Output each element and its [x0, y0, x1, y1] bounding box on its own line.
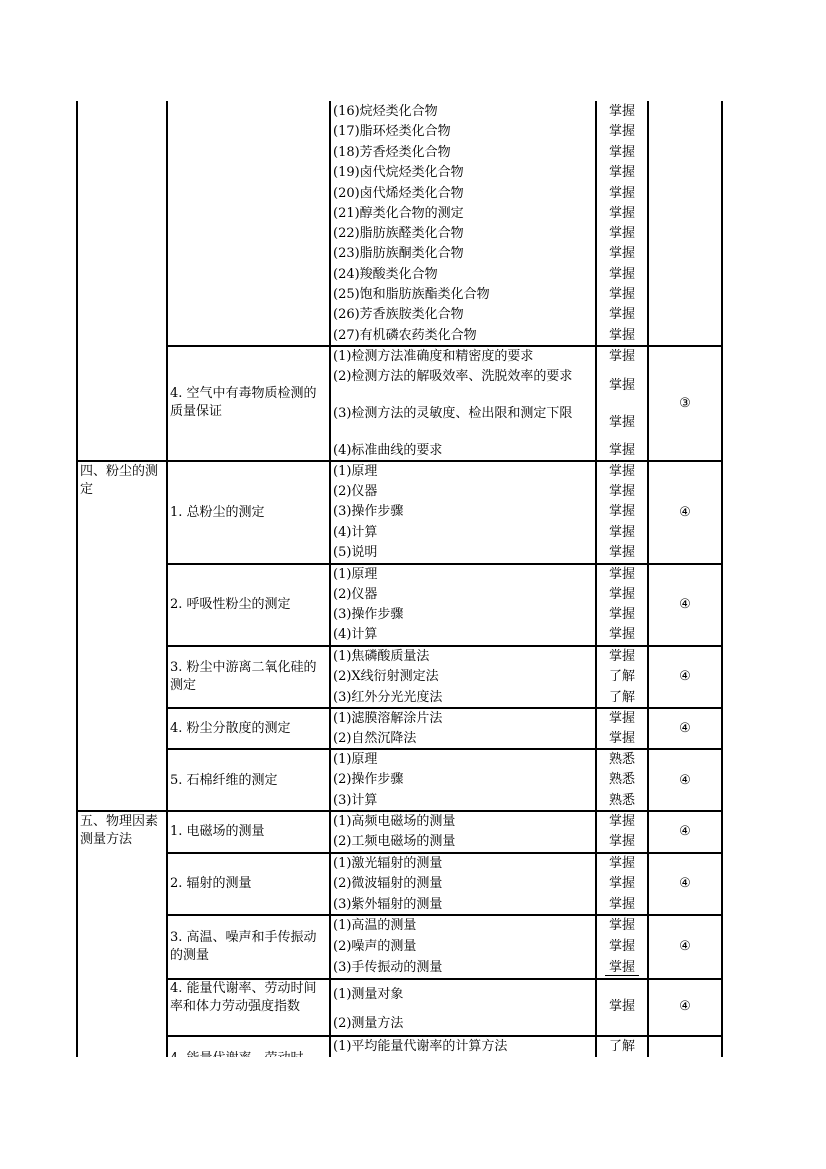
- level-text: 掌握: [608, 711, 635, 726]
- exam-mark: ④: [679, 999, 691, 1014]
- item-text: (3)手传振动的测量: [333, 960, 443, 975]
- level-text: 掌握: [608, 999, 635, 1014]
- item-text: (3)紫外辐射的测量: [333, 897, 443, 912]
- item-text: (1)焦磷酸质量法: [333, 649, 430, 664]
- unit-title: 4. 能量代谢率、劳动时间率和体力劳动强度指数: [170, 981, 317, 1014]
- level-text: 掌握: [608, 415, 635, 430]
- level-text: 了解: [608, 669, 635, 684]
- level-text: 掌握: [608, 876, 635, 891]
- item-text: (1)原理: [333, 464, 378, 479]
- item-text: (17)脂环烃类化合物: [333, 124, 451, 139]
- item-text: (3)红外分光光度法: [333, 690, 443, 705]
- level-text: 掌握: [608, 206, 635, 221]
- item-text: (24)羧酸类化合物: [333, 267, 438, 282]
- level-text: 了解: [608, 690, 635, 705]
- item-text: (3)计算: [333, 793, 378, 808]
- level-text: 掌握: [608, 814, 635, 829]
- group-line-7: [166, 914, 723, 916]
- level-text: 掌握: [608, 856, 635, 871]
- section-line-1: [76, 460, 723, 462]
- level-text: 掌握: [608, 567, 635, 582]
- level-text: 掌握: [608, 464, 635, 479]
- item-text: (2)工频电磁场的测量: [333, 834, 456, 849]
- level-text: 掌握: [608, 186, 635, 201]
- unit-title: 3. 高温、噪声和手传振动的测量: [170, 930, 317, 963]
- level-text: 掌握: [608, 525, 635, 540]
- item-text: (3)操作步骤: [333, 607, 404, 622]
- item-text: (27)有机磷农药类化合物: [333, 328, 477, 343]
- level-text: 掌握: [608, 545, 635, 560]
- level-text: 掌握: [608, 587, 635, 602]
- item-text: (23)脂肪族酮类化合物: [333, 246, 464, 261]
- item-text: (1)原理: [333, 567, 378, 582]
- unit-title: 3. 粉尘中游离二氧化硅的测定: [170, 660, 317, 693]
- exam-mark: ③: [679, 396, 691, 411]
- level-text: 掌握: [608, 104, 635, 119]
- unit-title: 5. 石棉纤维的测定: [170, 773, 278, 788]
- page-bottom-mask: [0, 1057, 826, 1169]
- exam-mark: ④: [679, 669, 691, 684]
- level-text: 掌握: [608, 443, 635, 458]
- item-text: (18)芳香烃类化合物: [333, 145, 451, 160]
- unit-title: 1. 总粉尘的测定: [170, 505, 265, 520]
- level-text: 掌握: [608, 307, 635, 322]
- item-text: (25)饱和脂肪族酯类化合物: [333, 287, 490, 302]
- item-text: (22)脂肪族醛类化合物: [333, 226, 464, 241]
- item-text: (2)自然沉降法: [333, 731, 417, 746]
- level-text: 熟悉: [608, 793, 635, 808]
- item-text: (1)检测方法准确度和精密度的要求: [333, 349, 534, 364]
- item-text: (4)计算: [333, 627, 378, 642]
- unit-title: 4. 粉尘分散度的测定: [170, 721, 291, 736]
- item-text: (5)说明: [333, 545, 378, 560]
- group-line-2: [166, 563, 723, 565]
- group-line-3: [166, 645, 723, 647]
- exam-mark: ④: [679, 939, 691, 954]
- item-text: (2)仪器: [333, 484, 378, 499]
- item-text: (2)微波辐射的测量: [333, 876, 443, 891]
- level-text: 了解: [608, 1039, 635, 1054]
- item-text: (20)卤代烯烃类化合物: [333, 186, 464, 201]
- item-text: (16)烷烃类化合物: [333, 104, 438, 119]
- level-text: 熟悉: [608, 752, 635, 767]
- item-text: (3)检测方法的灵敏度、检出限和测定下限: [333, 406, 573, 421]
- unit-title: 4. 空气中有毒物质检测的质量保证: [170, 386, 317, 419]
- exam-mark: ④: [679, 721, 691, 736]
- group-line-6: [166, 852, 723, 854]
- col-line-left: [76, 101, 78, 1057]
- level-text: 掌握: [608, 145, 635, 160]
- level-text: 掌握: [608, 731, 635, 746]
- item-text: (2)噪声的测量: [333, 939, 417, 954]
- level-text: 掌握: [608, 607, 635, 622]
- level-text: 掌握: [608, 328, 635, 343]
- level-text: 掌握: [608, 287, 635, 302]
- level-text: 掌握: [608, 897, 635, 912]
- item-text: (1)激光辐射的测量: [333, 856, 443, 871]
- level-text: 掌握: [608, 226, 635, 241]
- level-text: 掌握: [608, 504, 635, 519]
- item-text: (1)高温的测量: [333, 918, 417, 933]
- item-text: (1)原理: [333, 752, 378, 767]
- level-text: 掌握: [608, 124, 635, 139]
- item-text: (1)平均能量代谢率的计算方法: [333, 1039, 508, 1054]
- item-text: (2)操作步骤: [333, 772, 404, 787]
- group-line-1: [166, 345, 723, 347]
- level-text: 掌握: [608, 918, 635, 933]
- level-text: 掌握: [608, 246, 635, 261]
- item-text: (19)卤代烷烃类化合物: [333, 165, 464, 180]
- group-line-4: [166, 707, 723, 709]
- exam-mark: ④: [679, 876, 691, 891]
- item-text: (4)计算: [333, 525, 378, 540]
- exam-mark: ④: [679, 824, 691, 839]
- item-text: (1)滤膜溶解涂片法: [333, 711, 443, 726]
- unit-title: 2. 辐射的测量: [170, 876, 252, 891]
- group-line-5: [166, 748, 723, 750]
- item-text: (21)醇类化合物的测定: [333, 206, 464, 221]
- level-text: 掌握: [608, 960, 635, 975]
- item-text: (4)标准曲线的要求: [333, 443, 443, 458]
- item-text: (2)检测方法的解吸效率、洗脱效率的要求: [333, 369, 573, 384]
- level-text: 掌握: [608, 627, 635, 642]
- item-text: (2)仪器: [333, 587, 378, 602]
- item-text: (1)测量对象: [333, 987, 404, 1002]
- level-text: 掌握: [608, 165, 635, 180]
- unit-title: 1. 电磁场的测量: [170, 824, 265, 839]
- group-line-9: [166, 1035, 723, 1037]
- item-text: (3)操作步骤: [333, 504, 404, 519]
- item-text: (1)高频电磁场的测量: [333, 814, 456, 829]
- level-text: 掌握: [608, 267, 635, 282]
- level-text: 掌握: [608, 939, 635, 954]
- item-text: (2)X线衍射测定法: [333, 669, 439, 684]
- section-title: 四、粉尘的测定: [80, 464, 159, 497]
- exam-mark: ④: [679, 505, 691, 520]
- level-text: 掌握: [608, 649, 635, 664]
- level-text: 熟悉: [608, 772, 635, 787]
- section-line-2: [76, 810, 723, 812]
- level-text: 掌握: [608, 378, 635, 393]
- level-text: 掌握: [608, 349, 635, 364]
- level-text: 掌握: [608, 834, 635, 849]
- exam-mark: ④: [679, 597, 691, 612]
- exam-mark: ④: [679, 773, 691, 788]
- section-title: 五、物理因素测量方法: [80, 814, 159, 847]
- item-text: (2)测量方法: [333, 1016, 404, 1031]
- item-text: (26)芳香族胺类化合物: [333, 307, 464, 322]
- unit-title: 2. 呼吸性粉尘的测定: [170, 597, 291, 612]
- level-text: 掌握: [608, 484, 635, 499]
